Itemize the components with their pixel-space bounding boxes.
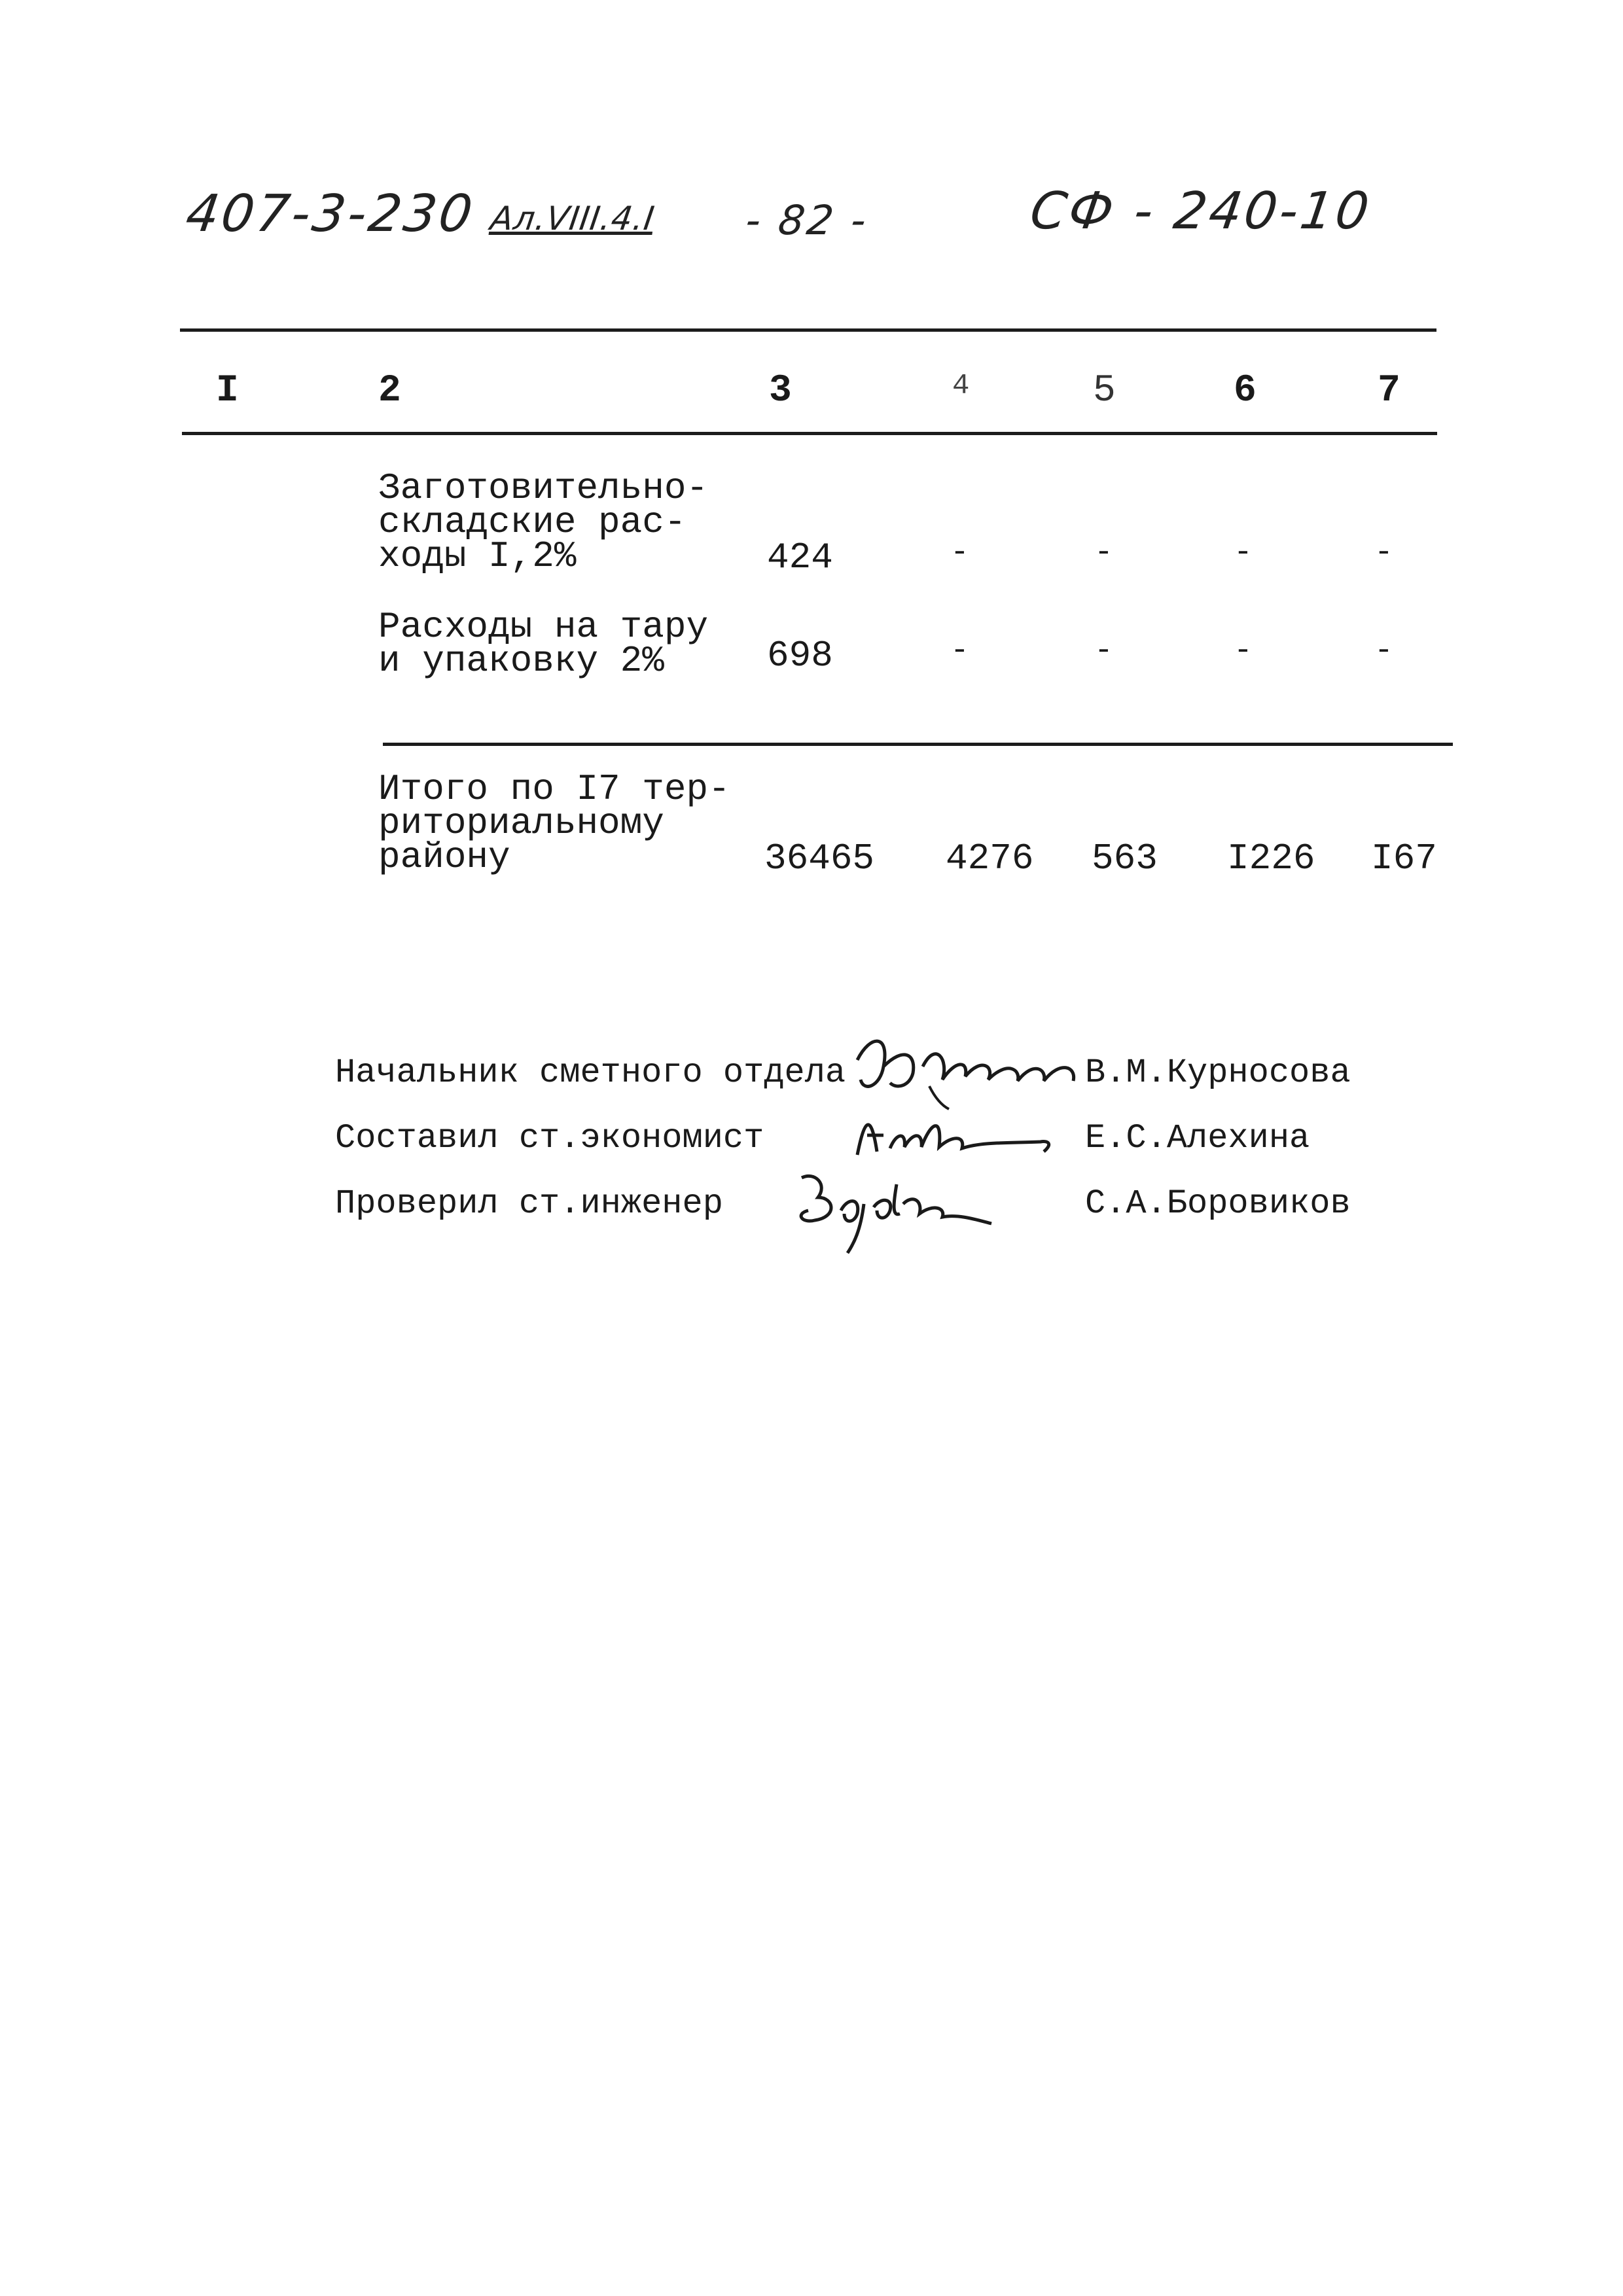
total-label-line: риториальному <box>378 802 664 844</box>
total-value: I67 <box>1371 838 1437 879</box>
column-header: I <box>216 370 239 412</box>
cell-value: 698 <box>767 635 833 677</box>
row-label <box>378 606 709 682</box>
doc-code: 407-3-230 <box>182 185 479 243</box>
cell-dash: - <box>950 633 969 669</box>
signature-name: С.А.Боровиков <box>1085 1184 1351 1223</box>
signature-name: Е.С.Алехина <box>1085 1119 1310 1157</box>
column-header: 5 <box>1093 370 1116 412</box>
table-top-rule <box>180 328 1436 332</box>
column-header: 3 <box>769 370 792 412</box>
cell-dash: - <box>1094 633 1113 669</box>
column-header: 6 <box>1234 370 1257 412</box>
cell-dash: - <box>1234 633 1253 669</box>
row-label-line: складские рас- <box>378 501 687 543</box>
row-label <box>378 467 709 577</box>
header-bottom-rule <box>182 432 1437 435</box>
total-value: 4276 <box>946 838 1034 879</box>
total-label <box>378 768 730 878</box>
column-header: 4 <box>952 370 970 402</box>
cell-dash: - <box>1094 535 1113 571</box>
total-value: I226 <box>1227 838 1315 879</box>
column-header: 7 <box>1378 370 1400 412</box>
column-header: 2 <box>378 370 401 412</box>
cell-dash: - <box>1374 535 1393 571</box>
signature-role: Проверил ст.инженер <box>335 1184 723 1223</box>
total-value: 563 <box>1092 838 1158 879</box>
sheet-code: СФ - 240-10 <box>1026 182 1375 241</box>
signature-scribble-2 <box>844 1096 1067 1168</box>
signature-name: В.М.Курносова <box>1085 1053 1351 1092</box>
cell-dash: - <box>950 535 969 571</box>
signature-role: Составил ст.экономист <box>335 1119 764 1157</box>
total-label-line: Итого по I7 тер- <box>378 768 730 810</box>
cell-value: 424 <box>767 537 833 578</box>
total-value: 36465 <box>764 838 875 879</box>
signature-role: Начальник сметного отдела <box>335 1053 846 1092</box>
cell-dash: - <box>1374 633 1393 669</box>
page-number: - 82 - <box>742 196 872 244</box>
total-label-line: району <box>378 836 510 878</box>
total-rule <box>383 743 1453 746</box>
album-code: Ал.VIII.4.I <box>488 200 657 238</box>
signature-scribble-3 <box>782 1158 1005 1256</box>
cell-dash: - <box>1234 535 1253 571</box>
row-label-line: Расходы на тару <box>378 606 709 648</box>
row-label-line: ходы I,2% <box>378 535 577 577</box>
row-label-line: Заготовительно- <box>378 467 709 509</box>
row-label-line: и упаковку 2% <box>378 640 664 682</box>
